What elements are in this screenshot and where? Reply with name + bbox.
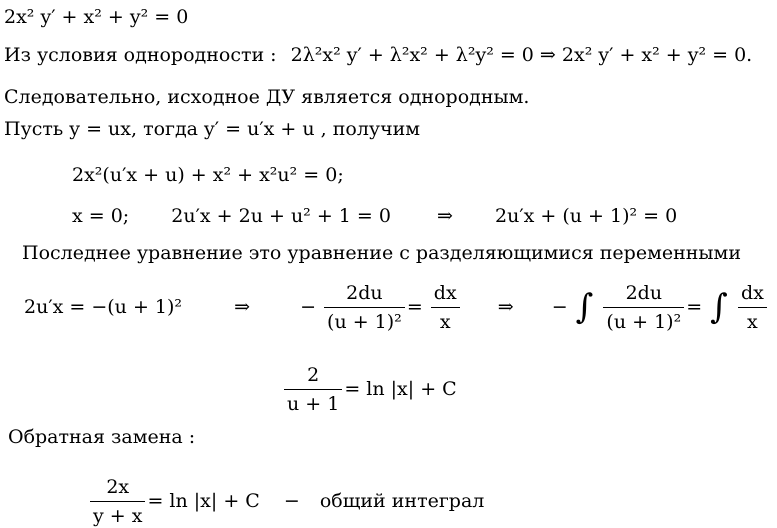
denominator: (u + 1)² [327,310,402,333]
separable-equation: 2u′x = −(u + 1)² [24,295,183,318]
equals-sign: = [686,295,703,318]
equation-rhs: = ln |x| + C [344,377,457,400]
denominator: x [747,310,758,333]
simplified-line [72,207,677,226]
fraction-2du [324,282,405,334]
equals-sign: = [406,295,423,318]
fraction-dx [431,282,460,334]
substitution-derivative: y′ = u′x + u [204,118,315,140]
numerator: dx [431,282,460,308]
numerator: 2 [284,364,342,390]
denominator: (u + 1)² [606,310,682,333]
dash: − [283,489,300,512]
numerator: 2du [324,282,405,308]
minus-sign: − [300,295,316,318]
denominator: u + 1 [287,392,340,415]
implies-arrow: ⇒ [497,295,514,318]
separation-line [24,282,769,334]
substitution-y: y = ux [69,118,131,140]
conclusion-homogeneous: Следовательно, исходное ДУ является однородным. [4,86,530,108]
integrated-equation [282,364,457,416]
simplified-equation: 2u′x + 2u + u² + 1 = 0 [171,205,391,227]
minus-sign: − [551,295,568,318]
compact-equation: 2u′x + (u + 1)² = 0 [495,205,678,227]
reverse-substitution-label: Обратная замена : [8,426,196,448]
equation-original: 2x² y′ + x² + y² = 0 [4,6,189,28]
substitution-line [4,120,420,139]
substituted-equation: 2x²(u′x + u) + x² + x²u² = 0; [72,164,344,186]
general-integral-line [88,476,484,528]
denominator: y + x [93,504,143,527]
fraction-2du [603,282,684,334]
homogeneity-label: Из условия однородности : [4,44,277,66]
fraction-2-over-u1 [284,364,342,416]
homogeneity-check: 2λ²x² y′ + λ²x² + λ²y² = 0 ⇒ 2x² y′ + x² + y² = 0. [290,44,753,66]
equation-rhs: = ln |x| + C [147,489,260,512]
denominator: x [439,310,451,333]
substitution-then: , тогда [130,118,198,140]
numerator: dx [738,282,767,308]
x-zero: x = 0; [72,205,130,227]
fraction-dx [738,282,767,334]
general-integral-label: общий интеграл [319,489,485,512]
numerator: 2x [90,476,145,502]
integral-sign-icon: ∫ [575,287,594,328]
integral-sign-icon: ∫ [710,287,728,328]
numerator: 2du [603,282,684,308]
homogeneity-line [4,46,752,65]
separable-note: Последнее уравнение это уравнение с разделяющимися переменными [22,242,741,264]
implies-arrow: ⇒ [437,205,453,227]
fraction-2x-over-yx [90,476,145,528]
substitution-let: Пусть [4,118,64,140]
substitution-obtain: , получим [320,118,421,140]
implies-arrow: ⇒ [234,295,251,318]
